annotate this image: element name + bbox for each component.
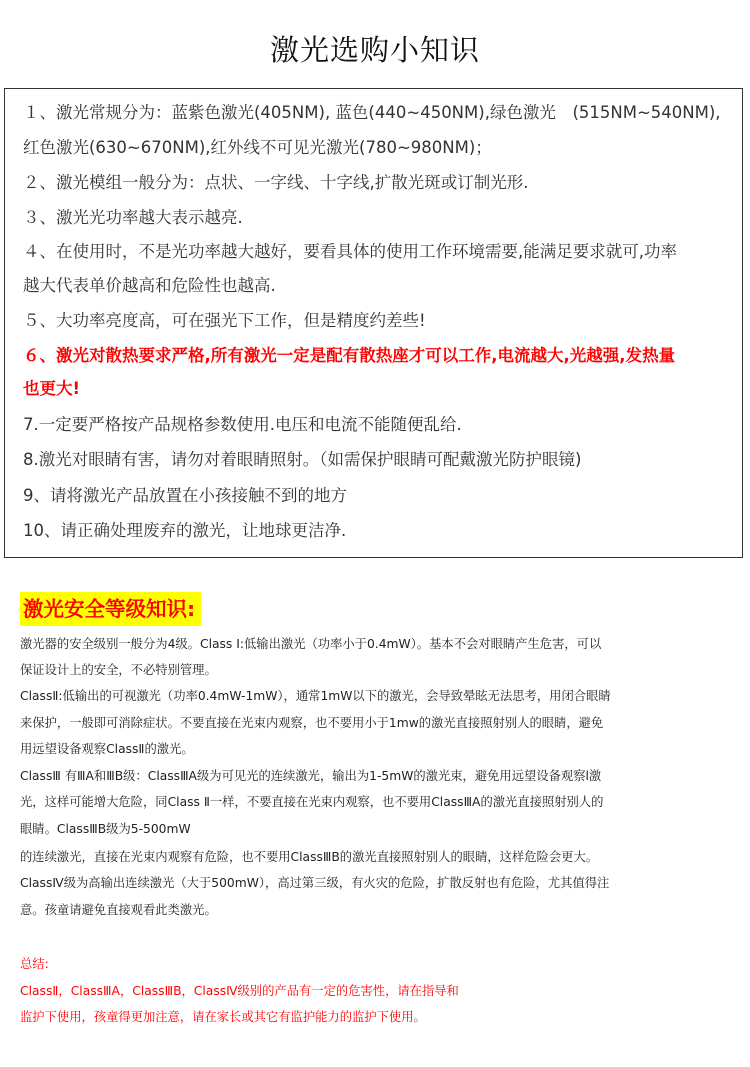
safety-paragraph-line: 光，这样可能增大危险，同Class Ⅱ一样，不要直接在光束内观察，也不要用ClassⅢA的激光直接照射别人的 bbox=[20, 795, 604, 809]
tip-line: 7.一定要严格按产品规格参数使用.电压和电流不能随便乱给. bbox=[23, 415, 462, 434]
tip-line: ５、大功率亮度高，可在强光下工作，但是精度约差些! bbox=[23, 311, 426, 330]
summary-line: 监护下使用，孩童得更加注意，请在家长或其它有监护能力的监护下使用。 bbox=[20, 1010, 426, 1024]
summary-line: ClassⅡ，ClassⅢA，ClassⅢB，ClassⅣ级别的产品有一定的危害性，请在指导和 bbox=[20, 984, 459, 998]
safety-paragraph-line: 用远望设备观察ClassⅡ的激光。 bbox=[20, 742, 194, 756]
tip-line: 9、请将激光产品放置在小孩接触不到的地方 bbox=[23, 486, 347, 505]
safety-heading: 激光安全等级知识: bbox=[20, 592, 201, 626]
tip-line: ３、激光光功率越大表示越亮. bbox=[23, 208, 243, 227]
safety-paragraph-line: ClassⅡ:低输出的可视激光（功率0.4mW-1mW），通常1mW以下的激光，会导致晕眩无法思考，用闭合眼睛 bbox=[20, 689, 611, 703]
safety-paragraph-line: 保证设计上的安全，不必特别管理。 bbox=[20, 663, 217, 677]
tip-line: ４、在使用时，不是光功率越大越好，要看具体的使用工作环境需要,能满足要求就可,功率 bbox=[23, 242, 677, 261]
tip-line: １、激光常规分为：蓝紫色激光(405NM), 蓝色(440~450NM),绿色激光 (515NM~540NM), bbox=[23, 103, 721, 122]
tips-box bbox=[4, 88, 743, 558]
safety-paragraph-line: 意。孩童请避免直接观看此类激光。 bbox=[20, 903, 217, 917]
safety-paragraph-line: 激光器的安全级别一般分为4级。Class Ⅰ:低输出激光（功率小于0.4mW）。基本不会对眼睛产生危害，可以 bbox=[20, 637, 602, 651]
safety-paragraph-line: 的连续激光，直接在光束内观察有危险，也不要用ClassⅢB的激光直接照射别人的眼睛，这样危险会更大。 bbox=[20, 850, 599, 864]
tip-line-warning: 也更大! bbox=[23, 379, 81, 398]
tip-line: 8.激光对眼睛有害，请勿对着眼睛照射。（如需保护眼睛可配戴激光防护眼镜) bbox=[23, 450, 582, 469]
safety-paragraph-line: 眼睛。ClassⅢB级为5-500mW bbox=[20, 822, 191, 836]
tip-line: 10、请正确处理废弃的激光，让地球更洁净. bbox=[23, 521, 347, 540]
tip-line: 越大代表单价越高和危险性也越高. bbox=[23, 276, 276, 295]
page-title: 激光选购小知识 bbox=[269, 33, 480, 67]
safety-paragraph-line: 来保护，一般即可消除症状。不要直接在光束内观察，也不要用小于1mw的激光直接照射别人的眼睛，避免 bbox=[20, 716, 604, 730]
summary-label: 总结: bbox=[20, 957, 49, 971]
tip-line: 红色激光(630~670NM),红外线不可见光激光(780~980NM)； bbox=[23, 138, 492, 157]
tip-line: ２、激光模组一般分为：点状、一字线、十字线,扩散光斑或订制光形. bbox=[23, 173, 529, 192]
safety-paragraph-line: ClassⅢ 有ⅢA和ⅢB级：ClassⅢA级为可见光的连续激光，输出为1-5mW的激光束，避免用远望设备观察l激 bbox=[20, 769, 602, 783]
safety-paragraph-line: ClassⅣ级为高输出连续激光（大于500mW），高过第三级，有火灾的危险，扩散反射也有危险，尤其值得注 bbox=[20, 876, 610, 890]
tip-line-warning: ６、激光对散热要求严格,所有激光一定是配有散热座才可以工作,电流越大,光越强,发热量 bbox=[23, 346, 676, 365]
